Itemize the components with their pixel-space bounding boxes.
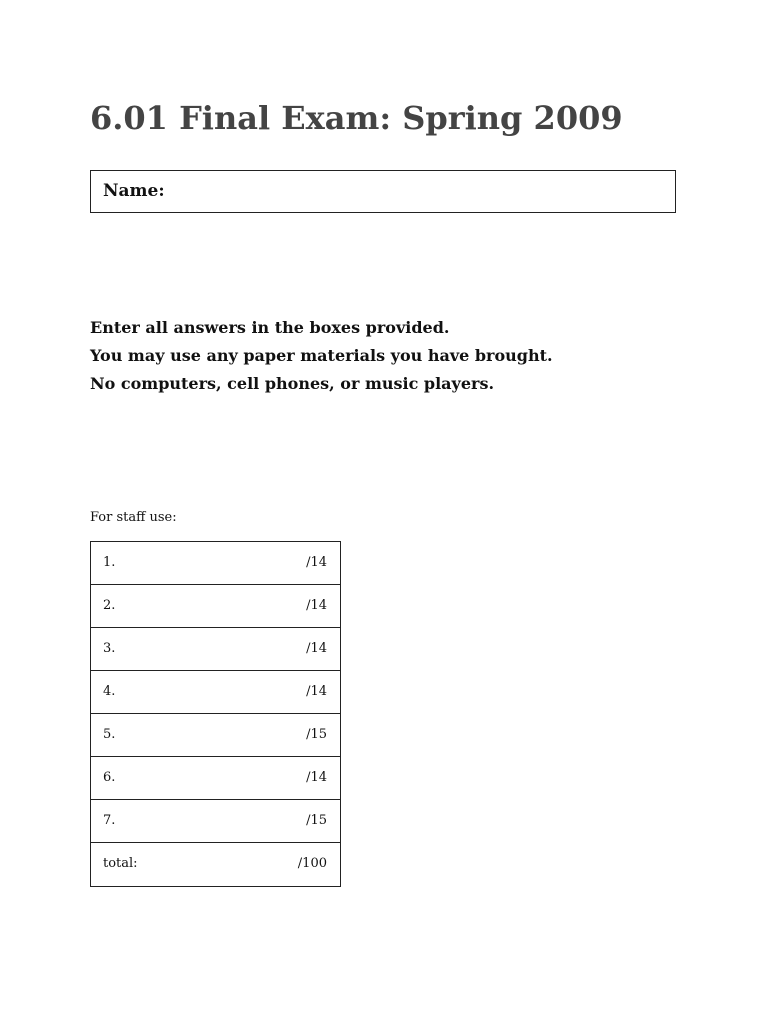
score-row-6[interactable] — [91, 757, 340, 800]
score-row-3[interactable] — [91, 628, 340, 671]
score-table — [90, 541, 341, 887]
score-row-max: /14 — [306, 555, 327, 570]
instruction-line: You may use any paper materials you have brought. — [90, 346, 553, 365]
score-row-label: 2. — [103, 598, 116, 613]
score-row-label: total: — [103, 856, 138, 871]
score-row-max: /15 — [306, 727, 327, 742]
score-row-7[interactable] — [91, 800, 340, 843]
score-row-2[interactable] — [91, 585, 340, 628]
score-row-max: /100 — [297, 856, 327, 871]
score-row-label: 7. — [103, 813, 116, 828]
score-row-label: 5. — [103, 727, 116, 742]
score-row-max: /14 — [306, 598, 327, 613]
score-row-total[interactable] — [91, 843, 340, 886]
score-row-label: 3. — [103, 641, 116, 656]
score-row-1[interactable] — [91, 542, 340, 585]
name-field[interactable] — [90, 170, 676, 213]
instruction-line: No computers, cell phones, or music players. — [90, 374, 495, 393]
score-row-4[interactable] — [91, 671, 340, 714]
instructions-list — [90, 314, 553, 398]
score-row-label: 6. — [103, 770, 116, 785]
score-row-max: /15 — [306, 813, 327, 828]
name-label: Name: — [103, 181, 165, 201]
instruction-line: Enter all answers in the boxes provided. — [90, 318, 450, 337]
page-title: 6.01 Final Exam: Spring 2009 — [90, 99, 623, 137]
score-row-label: 4. — [103, 684, 116, 699]
score-row-max: /14 — [306, 641, 327, 656]
score-row-max: /14 — [306, 770, 327, 785]
score-row-max: /14 — [306, 684, 327, 699]
score-row-label: 1. — [103, 555, 116, 570]
staff-use-label: For staff use: — [90, 510, 177, 525]
score-row-5[interactable] — [91, 714, 340, 757]
